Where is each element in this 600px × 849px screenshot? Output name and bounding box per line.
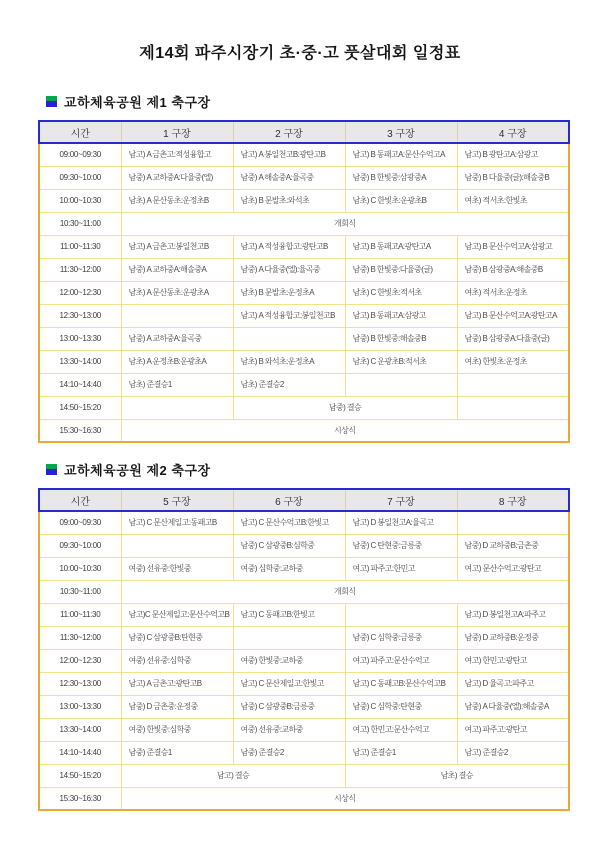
time-cell: 15:30~16:30	[39, 419, 121, 442]
empty-cell	[233, 327, 345, 350]
schedule-row	[39, 695, 569, 718]
time-cell: 10:30~11:00	[39, 212, 121, 235]
match-cell: 여고) 한민고:문산수억고	[345, 718, 457, 741]
time-cell: 14:10~14:40	[39, 373, 121, 396]
time-column-header: 시간	[39, 489, 121, 511]
time-cell: 13:30~14:00	[39, 350, 121, 373]
match-cell: 남고) A 적성융합고:봉일천고B	[233, 304, 345, 327]
match-cell: 남초) 준결승2	[233, 373, 345, 396]
schedule-row	[39, 281, 569, 304]
match-cell: 남고) C 동패고B:문산수억고B	[345, 672, 457, 695]
match-cell: 남중) C 삼광중B:금릉중	[233, 695, 345, 718]
match-cell: 여고) 파주고:광탄고	[457, 718, 569, 741]
field-column-header: 1 구장	[121, 121, 233, 143]
match-cell: 남중) A 교하중A:해솔중A	[121, 258, 233, 281]
schedule-row	[39, 189, 569, 212]
match-cell: 남고) A 적성융합고:광탄고B	[233, 235, 345, 258]
field-column-header: 7 구장	[345, 489, 457, 511]
match-cell: 남고) B 동패고A:광탄고A	[345, 235, 457, 258]
match-cell: 여고) 한민고:광탄고	[457, 649, 569, 672]
time-column-header: 시간	[39, 121, 121, 143]
match-cell: 남고) C 동패고B:한빛고	[233, 603, 345, 626]
match-cell: 남초) C 한빛초:적서초	[345, 281, 457, 304]
match-cell: 남중) 준결승2	[233, 741, 345, 764]
schedule-row	[39, 396, 569, 419]
match-cell: 남고) A 봉일천고B:광탄고B	[233, 143, 345, 166]
schedule-row	[39, 143, 569, 166]
match-cell: 남중) C 심학중:금릉중	[345, 626, 457, 649]
match-cell: 남중) D 금촌중:운정중	[121, 695, 233, 718]
empty-cell	[457, 373, 569, 396]
time-cell: 12:00~12:30	[39, 649, 121, 672]
match-cell: 남고) C 문산수억고B:한빛고	[233, 511, 345, 534]
match-cell: 남초) A 운정초B:운광초A	[121, 350, 233, 373]
match-cell: 남중) B 다율중(글):해솔중B	[457, 166, 569, 189]
match-cell: 남고) 준결승1	[345, 741, 457, 764]
empty-cell	[345, 603, 457, 626]
header-row	[39, 121, 569, 143]
match-cell: 남중) 준결승1	[121, 741, 233, 764]
match-cell: 남중) C 탄현중:금릉중	[345, 534, 457, 557]
schedule-row	[39, 419, 569, 442]
time-cell: 09:00~09:30	[39, 143, 121, 166]
schedule-row	[39, 787, 569, 810]
field-column-header: 2 구장	[233, 121, 345, 143]
match-cell: 개회식	[121, 580, 569, 603]
schedule-row	[39, 649, 569, 672]
section-bullet-icon	[46, 96, 57, 107]
match-cell: 여고) 파주고:한민고	[345, 557, 457, 580]
time-cell: 13:30~14:00	[39, 718, 121, 741]
time-cell: 11:00~11:30	[39, 235, 121, 258]
section-header-field-2	[46, 460, 600, 479]
match-cell: 여중) 선유중:교하중	[233, 718, 345, 741]
schedule-row	[39, 304, 569, 327]
schedule-row	[39, 511, 569, 534]
match-cell: 남고) A 금촌고:적성융합고	[121, 143, 233, 166]
schedule-row	[39, 741, 569, 764]
match-cell: 남고) C 문산제일고:동패고B	[121, 511, 233, 534]
time-cell: 10:30~11:00	[39, 580, 121, 603]
header-row	[39, 489, 569, 511]
time-cell: 11:00~11:30	[39, 603, 121, 626]
empty-cell	[121, 304, 233, 327]
match-cell: 남중) B 삼광중A:다율중(글)	[457, 327, 569, 350]
schedule-table-field-2	[38, 488, 570, 811]
match-cell: 여중) 선유중:한빛중	[121, 557, 233, 580]
empty-cell	[121, 396, 233, 419]
field-column-header: 5 구장	[121, 489, 233, 511]
match-cell: 남중) A 다율중(엘):율곡중	[233, 258, 345, 281]
time-cell: 09:00~09:30	[39, 511, 121, 534]
match-cell: 여초) 적서초:운정초	[457, 281, 569, 304]
empty-cell	[233, 626, 345, 649]
match-cell: 남중) A 교하중A:율곡중	[121, 327, 233, 350]
match-cell: 남초) B 와석초:운정초A	[233, 350, 345, 373]
time-cell: 13:00~13:30	[39, 327, 121, 350]
match-cell: 남고) D 봉일천고A:파주고	[457, 603, 569, 626]
time-cell: 10:00~10:30	[39, 189, 121, 212]
time-cell: 12:00~12:30	[39, 281, 121, 304]
match-cell: 개회식	[121, 212, 569, 235]
section-title: 교하체육공원 제2 축구장	[64, 463, 211, 478]
match-cell: 여고) 파주고:문산수억고	[345, 649, 457, 672]
match-cell: 남고) B 동패고A:문산수억고A	[345, 143, 457, 166]
field-column-header: 3 구장	[345, 121, 457, 143]
schedule-row	[39, 258, 569, 281]
match-cell: 남중) D 교하중B:운정중	[457, 626, 569, 649]
match-cell: 남중) B 한빛중:해솔중B	[345, 327, 457, 350]
match-cell: 남초) A 문산동초:운정초B	[121, 189, 233, 212]
match-cell: 남고) D 봉일천고A:율곡고	[345, 511, 457, 534]
field-column-header: 8 구장	[457, 489, 569, 511]
match-cell: 남중) C 삼광중B:탄현중	[121, 626, 233, 649]
match-cell: 여중) 한빛중:교하중	[233, 649, 345, 672]
match-cell: 남초) 준결승1	[121, 373, 233, 396]
match-cell: 여초) 한빛초:운정초	[457, 350, 569, 373]
schedule-row	[39, 557, 569, 580]
time-cell: 13:00~13:30	[39, 695, 121, 718]
schedule-table-field-1	[38, 120, 570, 443]
match-cell: 여초) 적서초:한빛초	[457, 189, 569, 212]
match-cell: 남중) C 심학중:탄현중	[345, 695, 457, 718]
schedule-row	[39, 764, 569, 787]
time-cell: 09:30~10:00	[39, 166, 121, 189]
schedule-row	[39, 212, 569, 235]
time-cell: 15:30~16:30	[39, 787, 121, 810]
match-cell: 남고) 결승	[121, 764, 345, 787]
match-cell: 여중) 한빛중:심학중	[121, 718, 233, 741]
match-cell: 남고) B 문산수억고A:광탄고A	[457, 304, 569, 327]
match-cell: 남고) D 율곡고:파주고	[457, 672, 569, 695]
schedule-row	[39, 534, 569, 557]
empty-cell	[457, 511, 569, 534]
schedule-row	[39, 672, 569, 695]
field-column-header: 6 구장	[233, 489, 345, 511]
time-cell: 11:30~12:00	[39, 626, 121, 649]
schedule-row	[39, 626, 569, 649]
match-cell: 남초) C 한빛초:운광초B	[345, 189, 457, 212]
time-cell: 14:50~15:20	[39, 396, 121, 419]
match-cell: 남고) 준결승2	[457, 741, 569, 764]
match-cell: 남고) B 동패고A:삼광고	[345, 304, 457, 327]
schedule-row	[39, 350, 569, 373]
schedule-row	[39, 580, 569, 603]
time-cell: 09:30~10:00	[39, 534, 121, 557]
time-cell: 12:30~13:00	[39, 304, 121, 327]
match-cell: 남중) A 교하중A:다율중(엘)	[121, 166, 233, 189]
empty-cell	[121, 534, 233, 557]
section-header-field-1	[46, 92, 600, 111]
match-cell: 시상식	[121, 419, 569, 442]
match-cell: 남중) D 교하중B:금촌중	[457, 534, 569, 557]
schedule-row	[39, 718, 569, 741]
time-cell: 11:30~12:00	[39, 258, 121, 281]
match-cell: 남중) 결승	[233, 396, 457, 419]
time-cell: 12:30~13:00	[39, 672, 121, 695]
match-cell: 남중) B 한빛중:삼광중A	[345, 166, 457, 189]
document-title: 제14회 파주시장기 초·중·고 풋살대회 일정표	[139, 45, 461, 62]
schedule-row	[39, 166, 569, 189]
field-column-header: 4 구장	[457, 121, 569, 143]
match-cell: 남중) A 해솔중A:율곡중	[233, 166, 345, 189]
match-cell: 남고)C 문산제일고:문산수억고B	[121, 603, 233, 626]
schedule-row	[39, 235, 569, 258]
match-cell: 남초) B 문발초:와석초	[233, 189, 345, 212]
match-cell: 남고) B 광탄고A:삼광고	[457, 143, 569, 166]
match-cell: 남중) B 삼광중A:해솔중B	[457, 258, 569, 281]
time-cell: 14:50~15:20	[39, 764, 121, 787]
empty-cell	[345, 373, 457, 396]
match-cell: 남초) C 운광초B:적서초	[345, 350, 457, 373]
match-cell: 여고) 문산수억고:광탄고	[457, 557, 569, 580]
match-cell: 남고) A 금촌고:광탄고B	[121, 672, 233, 695]
match-cell: 남중) C 삼광중B:심학중	[233, 534, 345, 557]
match-cell: 남초) B 문발초:운정초A	[233, 281, 345, 304]
match-cell: 남초) A 문산동초:운광초A	[121, 281, 233, 304]
schedule-row	[39, 603, 569, 626]
match-cell: 시상식	[121, 787, 569, 810]
match-cell: 여중) 선유중:심학중	[121, 649, 233, 672]
match-cell: 남중) A 다율중(엘):해솔중A	[457, 695, 569, 718]
match-cell: 남중) B 한빛중:다율중(글)	[345, 258, 457, 281]
section-bullet-icon	[46, 464, 57, 475]
section-title: 교하체육공원 제1 축구장	[64, 95, 211, 110]
schedule-row	[39, 373, 569, 396]
time-cell: 10:00~10:30	[39, 557, 121, 580]
match-cell: 남고) B 문산수억고A:삼광고	[457, 235, 569, 258]
empty-cell	[457, 396, 569, 419]
match-cell: 남고) C 문산제일고:한빛고	[233, 672, 345, 695]
time-cell: 14:10~14:40	[39, 741, 121, 764]
match-cell: 남초) 결승	[345, 764, 569, 787]
match-cell: 남고) A 금촌고:봉일천고B	[121, 235, 233, 258]
match-cell: 여중) 심학중:교하중	[233, 557, 345, 580]
schedule-row	[39, 327, 569, 350]
